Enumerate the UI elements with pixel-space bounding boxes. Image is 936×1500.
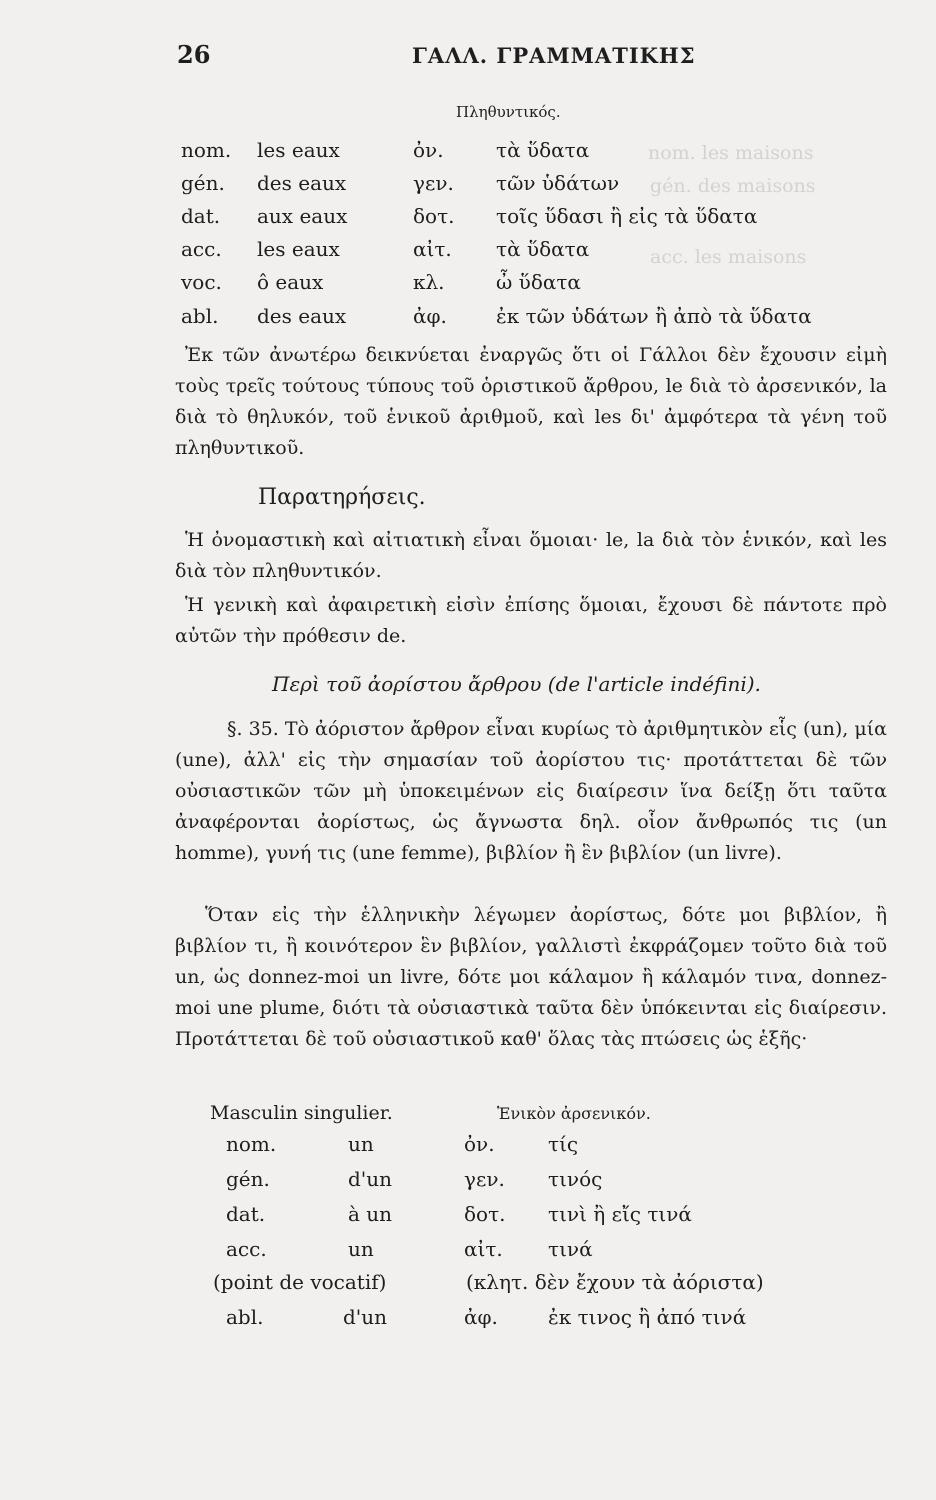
indefinite-usage-paragraph: Ὅταν εἰς τὴν ἑλληνικὴν λέγωμεν ἀορίστως, δότε μοι βιβλίον, ἢ βιβλίον τι, ἢ κοινότερον ἓν βιβλίον, γαλλιστὶ ἐκφράζομεν τοῦτο διὰ τοῦ un, ὡς donnez-moi un livre, δότε μοι κάλαμον ἢ κάλαμόν τινα, donnez-moi une plume, διότι τὰ οὐσιαστικὰ ταῦτα δὲν ὑπόκεινται εἰς διαίρεσιν. Προτάττεται δὲ τοῦ οὐσιαστικοῦ καθ' ὅλας τὰς πτώσεις ὡς ἑξῆς· [175,904,887,1050]
greek-form: τίς [548,1132,579,1156]
french-form: aux eaux [257,204,348,228]
masculine-heading-french: Masculin singulier. [210,1102,393,1124]
case-label: voc. [181,270,222,294]
running-title: ΓΑΛΛ. ΓΡΑΜΜΑΤΙΚΗΣ [412,43,696,68]
greek-case-label: γεν. [464,1167,505,1191]
indefinite-article-heading: Περὶ τοῦ ἀορίστου ἄρθρου (de l'article indéfini). [272,672,761,696]
plural-heading: Πληθυντικός. [456,103,561,121]
definite-article-paragraph: Ἐκ τῶν ἀνωτέρω δεικνύεται ἐναργῶς ὅτι οἱ Γάλλοι δὲν ἔχουσιν εἰμὴ τοὺς τρεῖς τούτους τύπους τοῦ ὁριστικοῦ ἄρθρου, le διὰ τὸ ἀρσενικόν, la διὰ τὸ θηλυκόν, τοῦ ἑνικοῦ ἀριθμοῦ, καὶ les δι' ἀμφότερα τὰ γένη τοῦ πληθυντικοῦ. [175,344,887,459]
vocative-note-greek: (κλητ. δὲν ἔχουν τὰ ἀόριστα) [466,1270,764,1294]
page-number: 26 [177,40,211,69]
observations-heading: Παρατηρήσεις. [258,485,426,510]
french-form: à un [348,1202,393,1226]
case-label: gén. [226,1167,270,1191]
case-label: dat. [181,204,221,228]
greek-case-label: δοτ. [464,1202,506,1226]
bleed-through-text: gén. des maisons [650,175,816,197]
french-form: les eaux [257,237,340,261]
case-label: abl. [181,304,219,328]
french-form: d'un [343,1305,388,1329]
greek-case-label: ἀφ. [464,1305,498,1329]
greek-form: τινός [548,1167,603,1191]
greek-form: τὰ ὕδατα [496,237,590,261]
french-form: d'un [348,1167,393,1191]
greek-form: τινὶ ἢ εἴς τινά [548,1202,692,1226]
greek-form: τινά [548,1237,593,1261]
greek-case-label: γεν. [413,171,454,195]
greek-case-label: ἀφ. [413,304,447,328]
french-form: des eaux [257,171,347,195]
greek-case-label: αἰτ. [464,1237,503,1261]
case-label: abl. [226,1305,264,1329]
greek-form: ἐκ τινος ἢ ἀπό τινά [548,1305,747,1329]
case-label: dat. [226,1202,266,1226]
observation-paragraph-b: Ἡ γενικὴ καὶ ἀφαιρετικὴ εἰσὶν ἐπίσης ὅμοιαι, ἔχουσι δὲ πάντοτε πρὸ αὐτῶν τὴν πρόθεσιν de. [175,594,887,647]
case-label: nom. [181,138,232,162]
greek-case-label: ὀν. [464,1132,495,1156]
greek-form: τὰ ὕδατα [496,138,590,162]
greek-case-label: κλ. [413,270,445,294]
greek-form: ὦ ὕδατα [496,270,581,294]
greek-case-label: αἰτ. [413,237,452,261]
masculine-heading-greek: Ἑνικὸν ἀρσενικόν. [497,1104,651,1123]
greek-form: ἐκ τῶν ὑδάτων ἢ ἀπὸ τὰ ὕδατα [496,304,812,328]
bleed-through-text: nom. les maisons [648,142,814,164]
greek-form: τοῖς ὕδασι ἢ εἰς τὰ ὕδατα [496,204,758,228]
case-label: acc. [226,1237,267,1261]
case-label: acc. [181,237,222,261]
case-label: gén. [181,171,225,195]
observation-paragraph-a: Ἡ ὀνομαστικὴ καὶ αἰτιατικὴ εἶναι ὅμοιαι· le, la διὰ τὸν ἑνικόν, καὶ les διὰ τὸν πληθυντικόν. [175,529,887,582]
french-form: les eaux [257,138,340,162]
french-form: des eaux [257,304,347,328]
greek-form: τῶν ὑδάτων [496,171,620,195]
french-form: un [348,1132,374,1156]
vocative-note-french: (point de vocatif) [213,1270,387,1294]
french-form: ô eaux [257,270,324,294]
section-35-paragraph: §. 35. Τὸ ἀόριστον ἄρθρον εἶναι κυρίως τὸ ἀριθμητικὸν εἷς (un), μία (une), ἀλλ' εἰς τὴν σημασίαν τοῦ ἀορίστου τις· προτάττεται δὲ τῶν οὐσιαστικῶν τῶν μὴ ὑποκειμένων εἰς διαίρεσιν ἵνα δείξῃ ὅτι ταῦτα ἀναφέρονται ἀορίστως, ὡς ἄγνωστα δηλ. οἷον ἄνθρωπός τις (un homme), γυνή τις (une femme), βιβλίον ἢ ἓν βιβλίον (un livre). [175,718,887,864]
greek-case-label: δοτ. [413,204,455,228]
french-form: un [348,1237,374,1261]
case-label: nom. [226,1132,277,1156]
greek-case-label: ὀν. [413,138,444,162]
bleed-through-text: acc. les maisons [650,246,807,268]
